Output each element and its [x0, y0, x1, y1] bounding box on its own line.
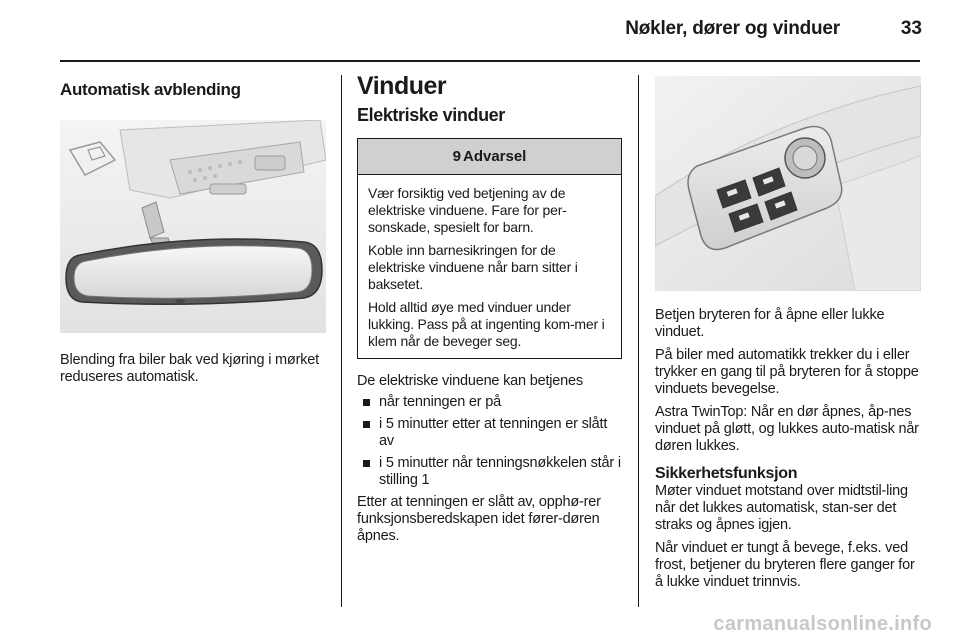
window-switch-illustration: [655, 76, 921, 291]
list-item: i 5 minutter etter at tenningen er slått av: [357, 416, 622, 450]
left-column: [60, 70, 328, 386]
chapter-title: Nøkler, dører og vinduer: [625, 18, 840, 39]
square-bullet-icon: [363, 421, 370, 428]
operation-intro: De elektriske vinduene kan betjenes: [357, 373, 583, 389]
square-bullet-icon: [363, 399, 370, 406]
warning-title: Advarsel: [462, 148, 527, 165]
warning-paragraph: Koble inn barnesikringen for de elektriske vinduene når barn sitter i baksetet.: [368, 242, 578, 292]
warning-paragraph: Vær forsiktig ved betjening av de elektriske vinduene. Fare for per-sonskade, spesielt for barn.: [368, 185, 567, 235]
column-divider-left: [341, 75, 342, 607]
safety-function-heading: Sikkerhetsfunksjon: [655, 465, 798, 482]
header-divider: [60, 60, 920, 62]
window-switch-icon: [655, 76, 921, 291]
rear-view-mirror-illustration: [60, 120, 326, 333]
safety-paragraph: Når vinduet er tungt å bevege, f.eks. ved frost, betjener du bryteren flere ganger for å lukke vinduet trinnvis.: [655, 540, 915, 590]
section-heading-windows: Vinduer: [357, 72, 447, 100]
safety-paragraph: Møter vinduet motstand over midtstil-ling når det lukkes automatisk, stan-ser det straks og åpnes igjen.: [655, 483, 908, 533]
operation-conditions-list: [357, 394, 622, 489]
warning-paragraph: Hold alltid øye med vinduer under lukking. Pass på at ingenting kom-mer i klem når de beveger seg.: [368, 299, 605, 349]
switch-operation-description: Betjen bryteren for å åpne eller lukke vinduet.: [655, 307, 885, 340]
auto-dimming-description: Blending fra biler bak ved kjøring i mørket reduseres automatisk.: [60, 352, 319, 385]
middle-column: [357, 70, 622, 545]
section-heading-auto-dimming: Automatisk avblending: [60, 80, 241, 99]
list-item: i 5 minutter når tenningsnøkkelen står i stilling 1: [357, 455, 622, 489]
standby-description: Etter at tenningen er slått av, opphø-rer funksjonsberedskapen idet fører-døren åpnes.: [357, 494, 601, 544]
column-divider-right: [638, 75, 639, 607]
page-number: 33: [900, 18, 922, 39]
page-header: [60, 14, 922, 46]
subheading-power-windows: Elektriske vinduer: [357, 105, 505, 125]
warning-body: [358, 175, 621, 358]
warning-symbol: 9: [452, 148, 461, 165]
twintop-description: Astra TwinTop: Når en dør åpnes, åp-nes vinduet på gløtt, og lukkes auto-matisk når døren lukkes.: [655, 404, 919, 454]
watermark: carmanualsonline.info: [713, 613, 932, 635]
rear-view-mirror-icon: [60, 120, 326, 333]
list-item: når tenningen er på: [357, 394, 622, 411]
automatic-stop-description: På biler med automatikk trekker du i eller trykker en gang til på bryteren for å stoppe vinduets bevegelse.: [655, 347, 919, 397]
warning-header: [358, 139, 621, 175]
square-bullet-icon: [363, 460, 370, 467]
right-column: [655, 70, 923, 591]
warning-box: [357, 138, 622, 359]
